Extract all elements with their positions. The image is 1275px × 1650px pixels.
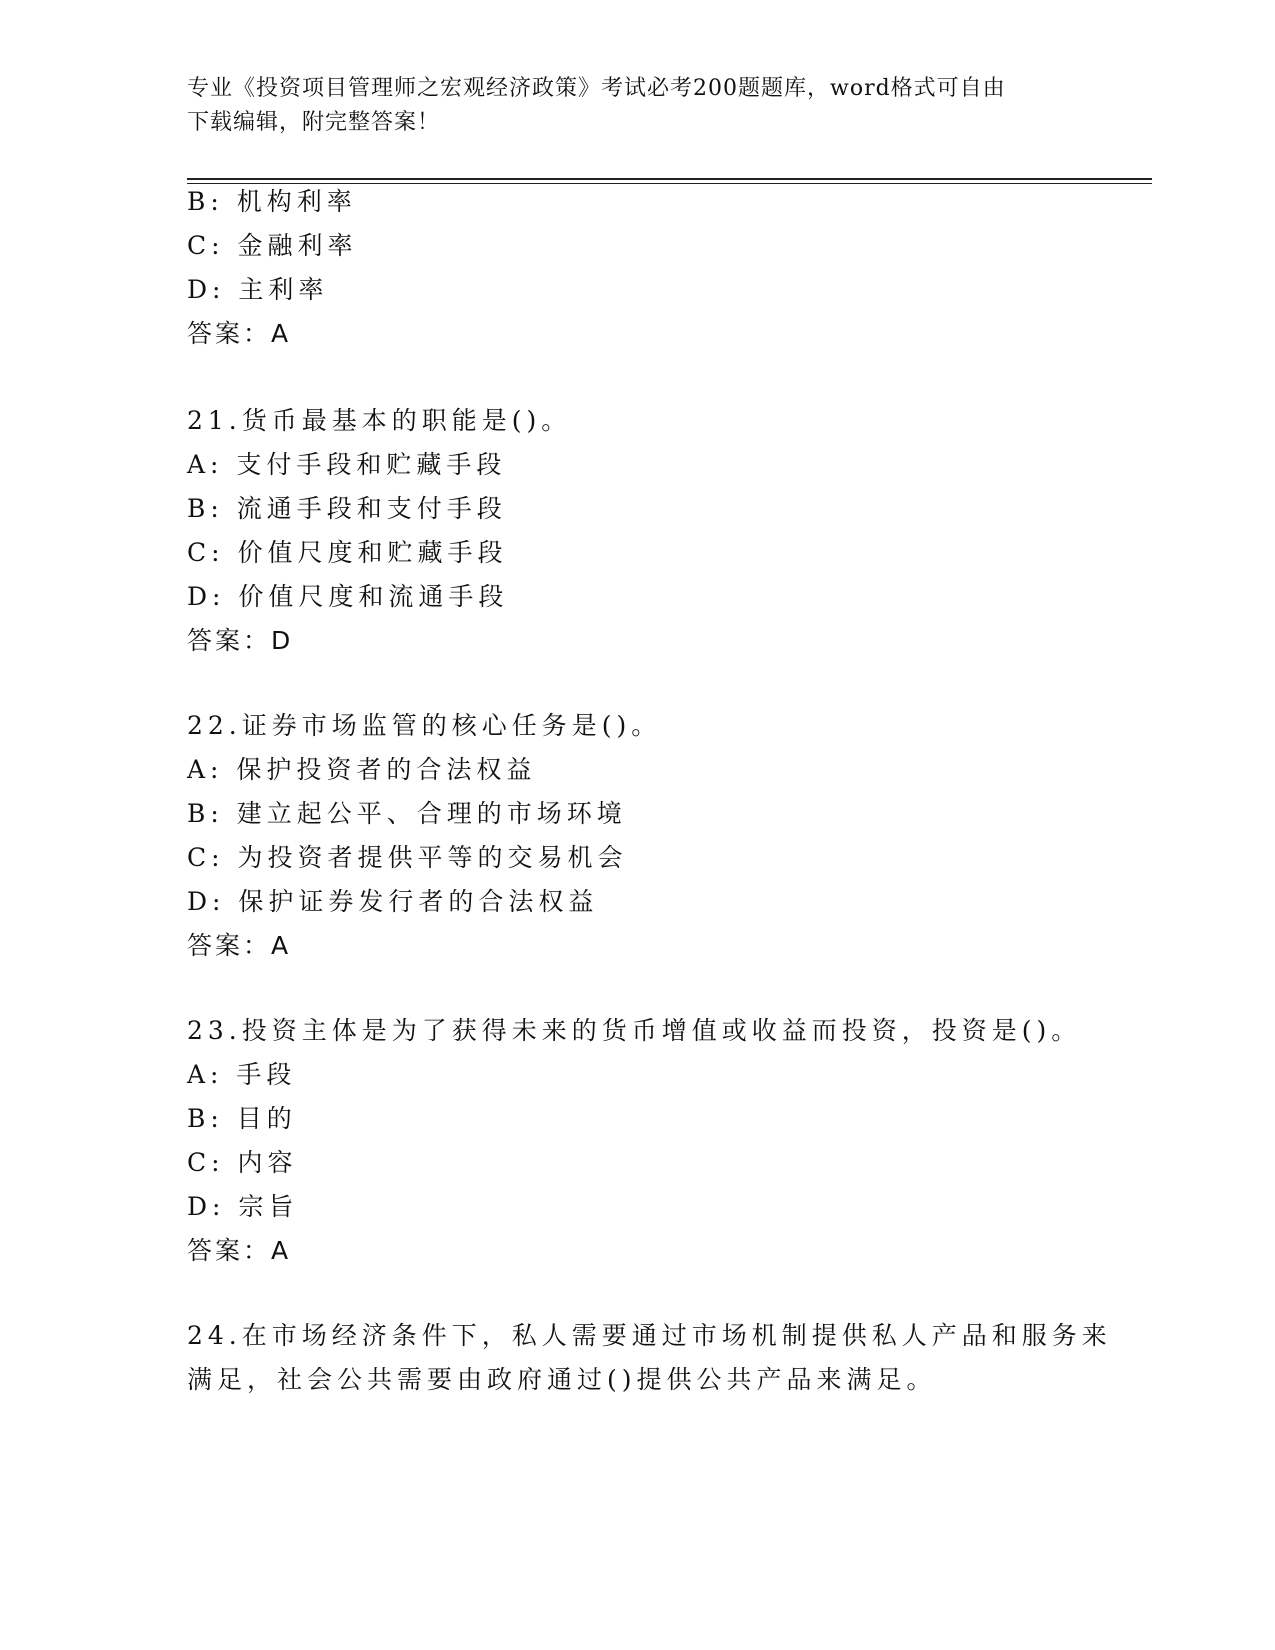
- q21-stem: 21.货币最基本的职能是()。: [187, 406, 572, 435]
- q21-option-c: C: 价值尺度和贮藏手段: [187, 538, 508, 567]
- q23-option-b: B: 目的: [187, 1104, 297, 1133]
- q23-answer: 答案：A: [187, 1236, 292, 1265]
- q23-option-d: D: 宗旨: [187, 1192, 299, 1221]
- header-divider-thin: [187, 183, 1152, 184]
- q22-stem: 22.证券市场监管的核心任务是()。: [187, 711, 662, 740]
- q21-answer: 答案：D: [187, 626, 294, 655]
- q21-option-d: D: 价值尺度和流通手段: [187, 582, 509, 611]
- q23-option-c: C: 内容: [187, 1148, 298, 1177]
- q22-option-a: A: 保护投资者的合法权益: [187, 755, 537, 784]
- q23-stem: 23.投资主体是为了获得未来的货币增值或收益而投资，投资是()。: [187, 1016, 1082, 1045]
- q24-stem-line-2: 满足，社会公共需要由政府通过()提供公共产品来满足。: [187, 1365, 937, 1394]
- header-line-1: 专业《投资项目管理师之宏观经济政策》考试必考200题题库，word格式可自由: [187, 76, 1006, 101]
- q22-answer: 答案：A: [187, 931, 292, 960]
- q20-option-b: B: 机构利率: [187, 187, 357, 216]
- q20-option-c: C: 金融利率: [187, 231, 358, 260]
- document-header: [187, 72, 1067, 140]
- q21-option-a: A: 支付手段和贮藏手段: [187, 450, 507, 479]
- header-line-2: 下载编辑，附完整答案！: [187, 110, 441, 135]
- q22-option-d: D: 保护证券发行者的合法权益: [187, 887, 599, 916]
- q20-answer: 答案：A: [187, 319, 292, 348]
- q24-stem-line-1: 24.在市场经济条件下，私人需要通过市场机制提供私人产品和服务来: [187, 1321, 1112, 1350]
- q21-option-b: B: 流通手段和支付手段: [187, 494, 507, 523]
- q22-option-c: C: 为投资者提供平等的交易机会: [187, 843, 628, 872]
- q20-option-d: D: 主利率: [187, 275, 329, 304]
- q22-option-b: B: 建立起公平、合理的市场环境: [187, 799, 627, 828]
- q23-option-a: A: 手段: [187, 1060, 297, 1089]
- header-divider: [187, 178, 1152, 180]
